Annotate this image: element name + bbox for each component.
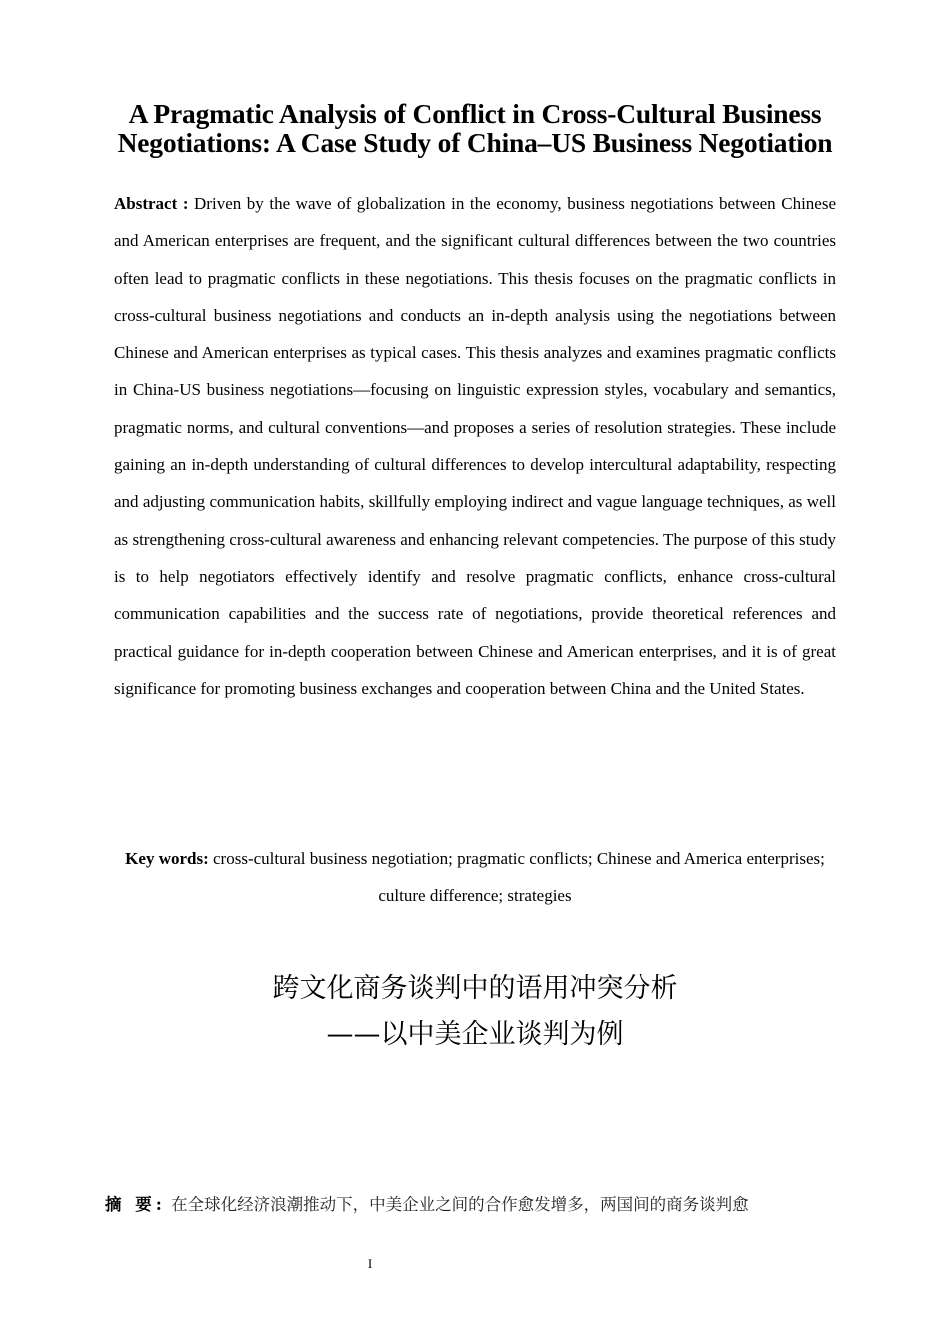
keywords-text: cross-cultural business negotiation; pragmatic conflicts; Chinese and America enterprises; culture difference; strategies [208, 849, 825, 906]
keywords-label: Key words: [125, 849, 209, 868]
chinese-title [108, 966, 842, 1058]
english-abstract [114, 185, 836, 707]
page-number: I [367, 1256, 373, 1271]
keywords [114, 840, 836, 915]
abstract-text: Driven by the wave of globalization in the economy, business negotiations between Chinese and American enterprises are frequent, and the significant cultural differences between the two countries often lead to pragmatic conflicts in these negotiations. This thesis focuses on the pragmatic conflicts in cross-cultural business negotiations and conducts an in-depth analysis using the negotiations between Chinese and American enterprises as typical cases. This thesis analyzes and examines pragmatic conflicts in China-US business negotiations—focusing on linguistic expression styles, vocabulary and semantics, pragmatic norms, and cultural conventions—and proposes a series of resolution strategies. These include gaining an in-depth understanding of cultural differences to develop intercultural adaptability, respecting and adjusting communication habits, skillfully employing indirect and vague language techniques, as well as strengthening cross-cultural awareness and enhancing relevant competencies. The purpose of this study is to help negotiators effectively identify and resolve pragmatic conflicts, enhance cross-cultural communication capabilities and the success rate of negotiations, provide theoretical references and practical guidance for in-depth cooperation between Chinese and American enterprises, and it is of great significance for promoting business exchanges and cooperation between China and the United States. [114, 194, 837, 698]
chinese-abstract-label: 摘 要: [105, 1195, 166, 1214]
chinese-abstract [105, 1192, 845, 1218]
chinese-title-line2: ——以中美企业谈判为例 [326, 1019, 624, 1050]
abstract-label: Abstract : [114, 194, 195, 213]
chinese-title-line1: 跨文化商务谈判中的语用冲突分析 [272, 973, 678, 1004]
english-title: A Pragmatic Analysis of Conflict in Cross-Cultural Business Negotiations: A Case Study of China–US Business Negotiation [117, 98, 833, 158]
chinese-abstract-text: 在全球化经济浪潮推动下，中美企业之间的合作愈发增多，两国间的商务谈判愈 [165, 1195, 749, 1214]
